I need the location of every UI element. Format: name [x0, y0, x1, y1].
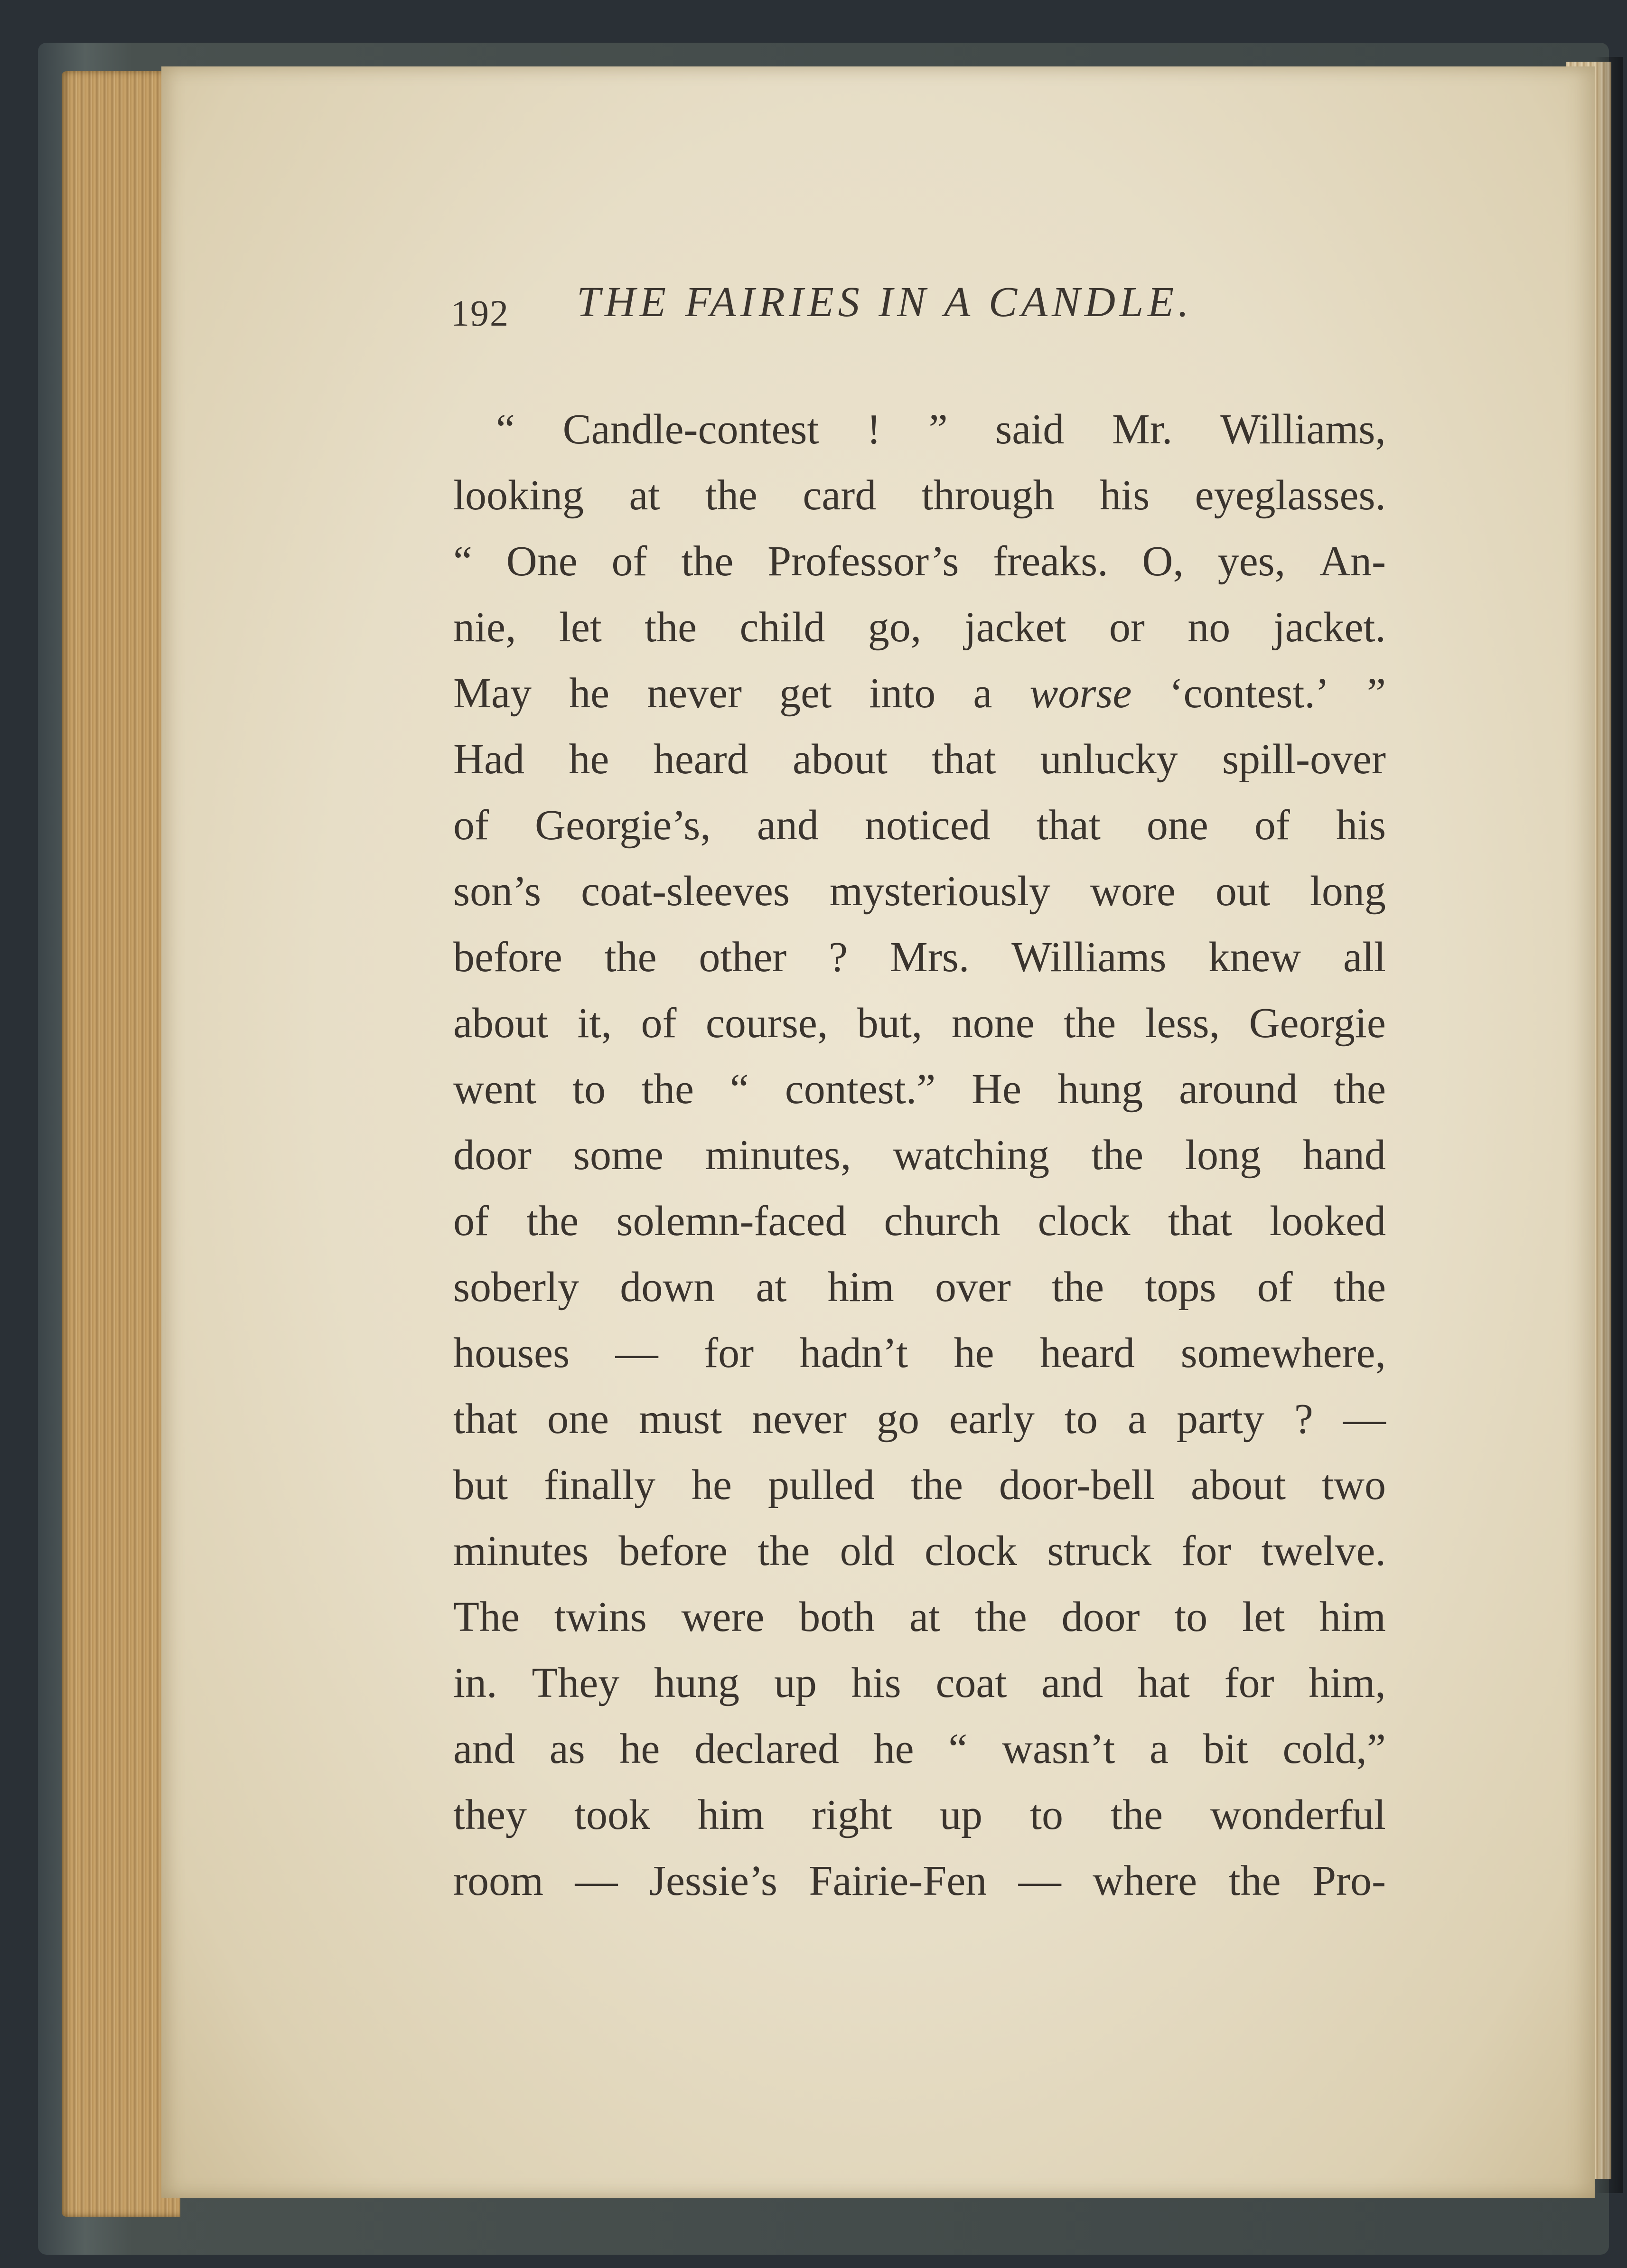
page-header: [451, 273, 1258, 339]
text-line: The twins were both at the door to let him: [453, 1593, 1386, 1640]
text-line: “ Candle-contest ! ” said Mr. Williams,: [496, 406, 1386, 453]
text-line: went to the “ contest.” He hung around the: [453, 1066, 1386, 1113]
spine-shadow: [1595, 57, 1623, 2193]
text-line: nie, let the child go, jacket or no jacket.: [453, 604, 1386, 651]
text-line: door some minutes, watching the long hand: [453, 1132, 1386, 1179]
text-line: May he never get into a worse ‘contest.’ ”: [453, 670, 1386, 717]
text-line: “ One of the Professor’s freaks. O, yes, An-: [453, 538, 1386, 585]
page-number: 192: [451, 292, 509, 334]
text-line: but finally he pulled the door-bell about two: [453, 1462, 1386, 1509]
text-line: they took him right up to the wonderful: [453, 1791, 1386, 1838]
text-line: Had he heard about that unlucky spill-over: [453, 736, 1386, 783]
text-line: houses — for hadn’t he heard somewhere,: [453, 1330, 1386, 1377]
text-line: looking at the card through his eyeglasses.: [453, 472, 1386, 519]
text-line: minutes before the old clock struck for twelve.: [453, 1528, 1386, 1574]
text-line: in. They hung up his coat and hat for him,: [453, 1659, 1386, 1706]
running-title: THE FAIRIES IN A CANDLE.: [577, 279, 1193, 326]
text-line: room — Jessie’s Fairie-Fen — where the Pro-: [453, 1857, 1386, 1904]
text-line: about it, of course, but, none the less, Georgie: [453, 1000, 1386, 1047]
body-text: [453, 396, 1386, 1914]
text-line: soberly down at him over the tops of the: [453, 1264, 1386, 1311]
text-line: that one must never go early to a party ? —: [453, 1396, 1386, 1443]
text-line: and as he declared he “ wasn’t a bit cold,”: [453, 1725, 1386, 1772]
text-line: of Georgie’s, and noticed that one of his: [453, 802, 1386, 849]
text-line: before the other ? Mrs. Williams knew all: [453, 934, 1386, 981]
text-line: of the solemn-faced church clock that looked: [453, 1198, 1386, 1245]
text-line: son’s coat-sleeves mysteriously wore out long: [453, 868, 1386, 915]
